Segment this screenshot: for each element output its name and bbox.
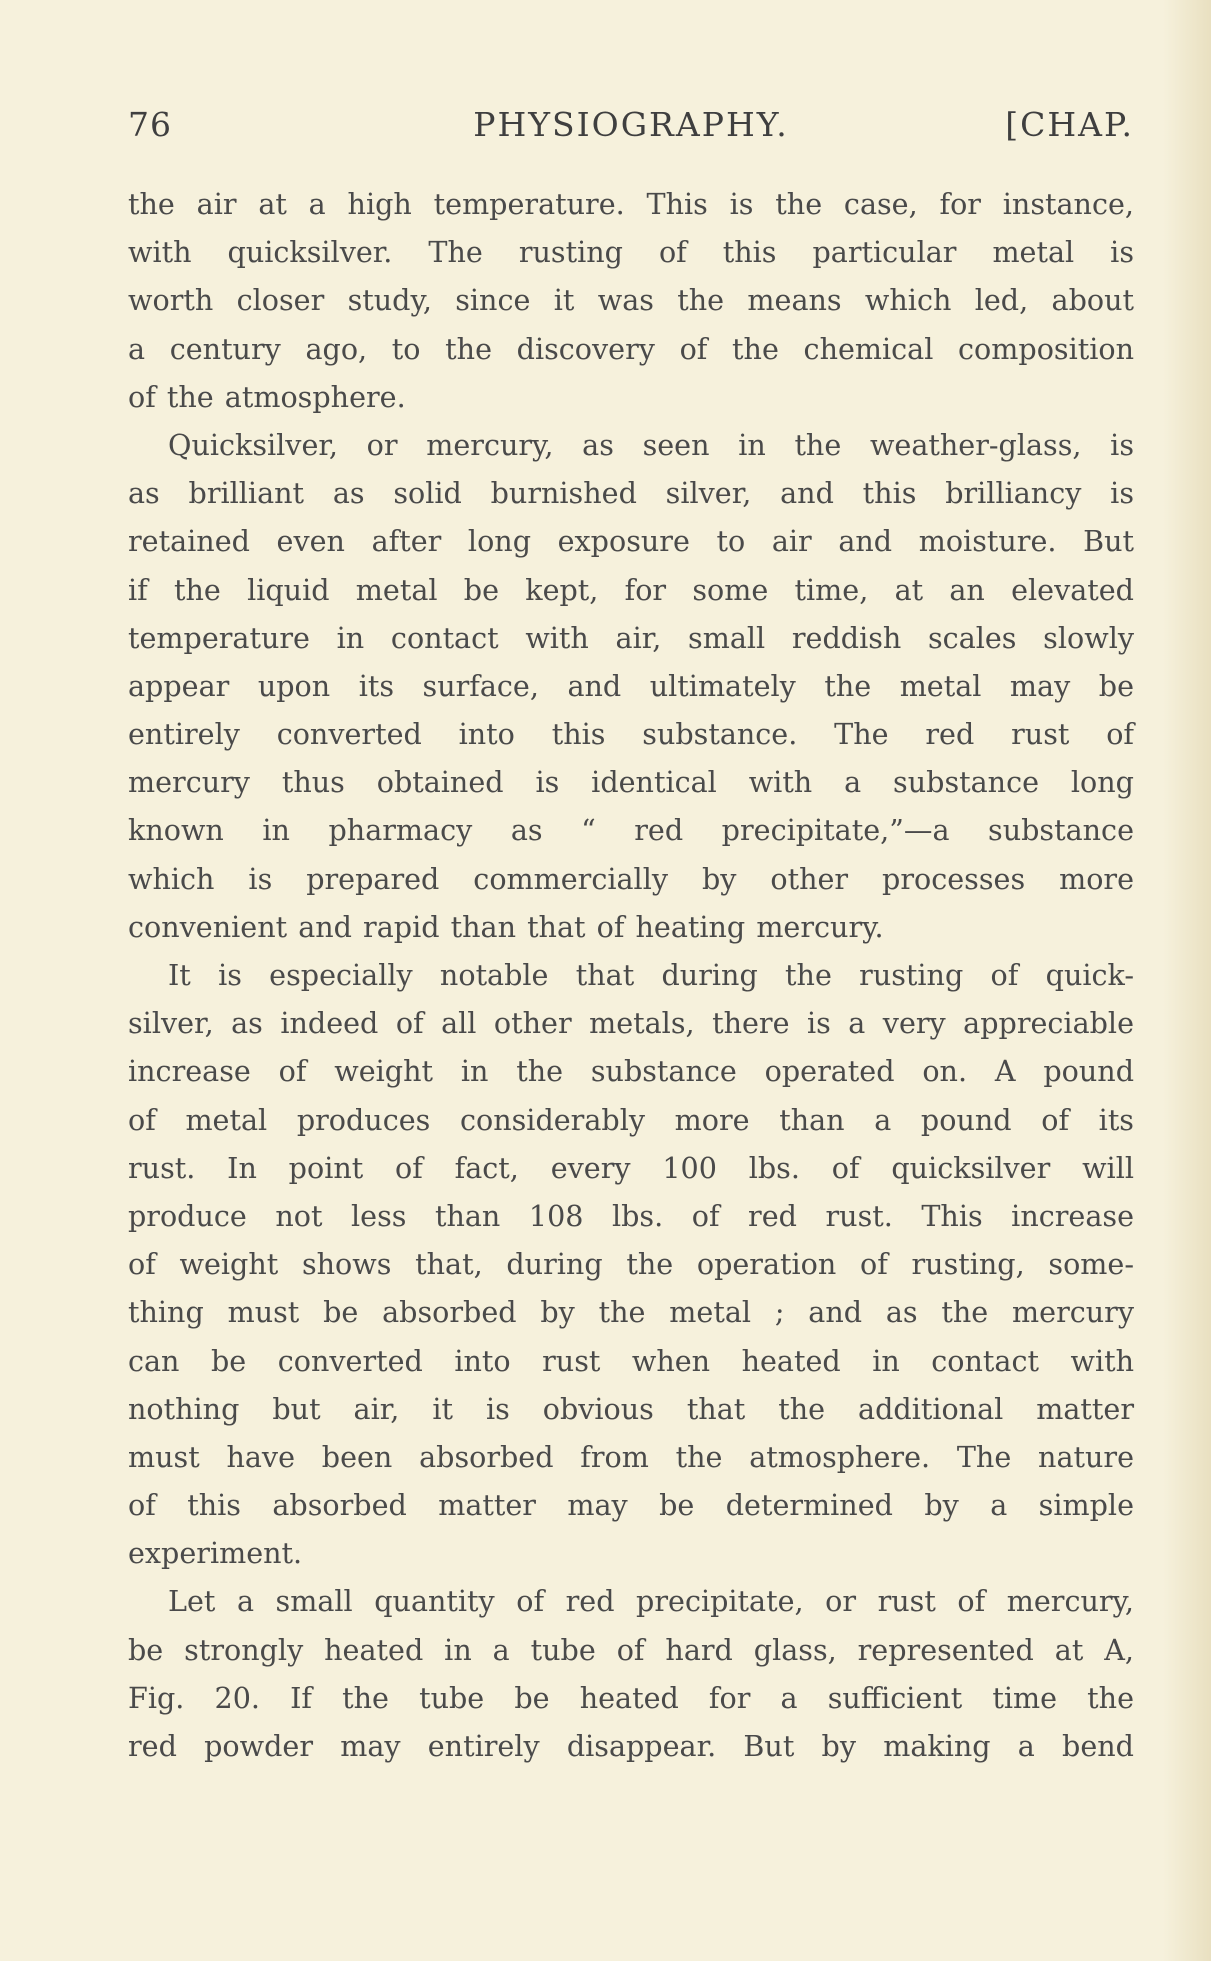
text-line: increase of weight in the substance operated on. A pound <box>128 1054 1134 1089</box>
text-line: appear upon its surface, and ultimately the metal may be <box>128 668 1134 703</box>
text-line: of this absorbed matter may be determined by a simple <box>128 1488 1134 1523</box>
text-line: be strongly heated in a tube of hard glass, represented at A, <box>128 1632 1134 1667</box>
page-number: 76 <box>128 105 172 144</box>
text-line: entirely converted into this substance. The red rust of <box>128 717 1134 752</box>
text-line: mercury thus obtained is identical with a substance long <box>128 765 1134 800</box>
text-line: red powder may entirely disappear. But by making a bend <box>128 1729 1134 1763</box>
paragraph-start-line: Let a small quantity of red precipitate, or rust of mercury, <box>168 1584 1134 1619</box>
text-line: with quicksilver. The rusting of this particular metal is <box>128 235 1134 270</box>
running-head: PHYSIOGRAPHY. <box>473 105 789 144</box>
text-line: must have been absorbed from the atmosphere. The nature <box>128 1439 1134 1474</box>
chapter-mark: [CHAP. <box>1005 105 1134 144</box>
text-line: the air at a high temperature. This is the case, for instance, <box>128 187 1134 221</box>
body-text <box>128 180 1134 1770</box>
text-line: known in pharmacy as “ red precipitate,”—a substance <box>128 813 1134 848</box>
paragraph-start-line: Quicksilver, or mercury, as seen in the weather-glass, is <box>168 427 1134 462</box>
text-line: nothing but air, it is obvious that the additional matter <box>128 1391 1134 1426</box>
text-line: of metal produces considerably more than a pound of its <box>128 1102 1134 1137</box>
text-line: as brilliant as solid burnished silver, and this brilliancy is <box>128 476 1134 511</box>
text-line: of weight shows that, during the operation of rusting, some- <box>128 1247 1134 1282</box>
text-line: which is prepared commercially by other processes more <box>128 861 1134 896</box>
text-line: of the atmosphere. <box>128 379 406 414</box>
text-line: produce not less than 108 lbs. of red rust. This increase <box>128 1198 1134 1233</box>
text-line: worth closer study, since it was the means which led, about <box>128 283 1134 318</box>
text-line: convenient and rapid than that of heating mercury. <box>128 909 884 944</box>
text-line: temperature in contact with air, small reddish scales slowly <box>128 620 1134 655</box>
text-line: a century ago, to the discovery of the chemical composition <box>128 331 1134 366</box>
text-line: silver, as indeed of all other metals, there is a very appreciable <box>128 1006 1134 1041</box>
page-header <box>128 100 1134 150</box>
page-edge-shading <box>1163 0 1211 1961</box>
paragraph-start-line: It is especially notable that during the rusting of quick- <box>168 958 1134 992</box>
text-line: retained even after long exposure to air and moisture. But <box>128 524 1134 559</box>
text-line: if the liquid metal be kept, for some time, at an elevated <box>128 572 1134 607</box>
text-line: experiment. <box>128 1536 303 1571</box>
text-line: can be converted into rust when heated in contact with <box>128 1343 1134 1378</box>
text-line: thing must be absorbed by the metal ; and as the mercury <box>128 1295 1134 1330</box>
text-line: Fig. 20. If the tube be heated for a sufficient time the <box>128 1680 1134 1715</box>
text-line: rust. In point of fact, every 100 lbs. of quicksilver will <box>128 1150 1134 1185</box>
